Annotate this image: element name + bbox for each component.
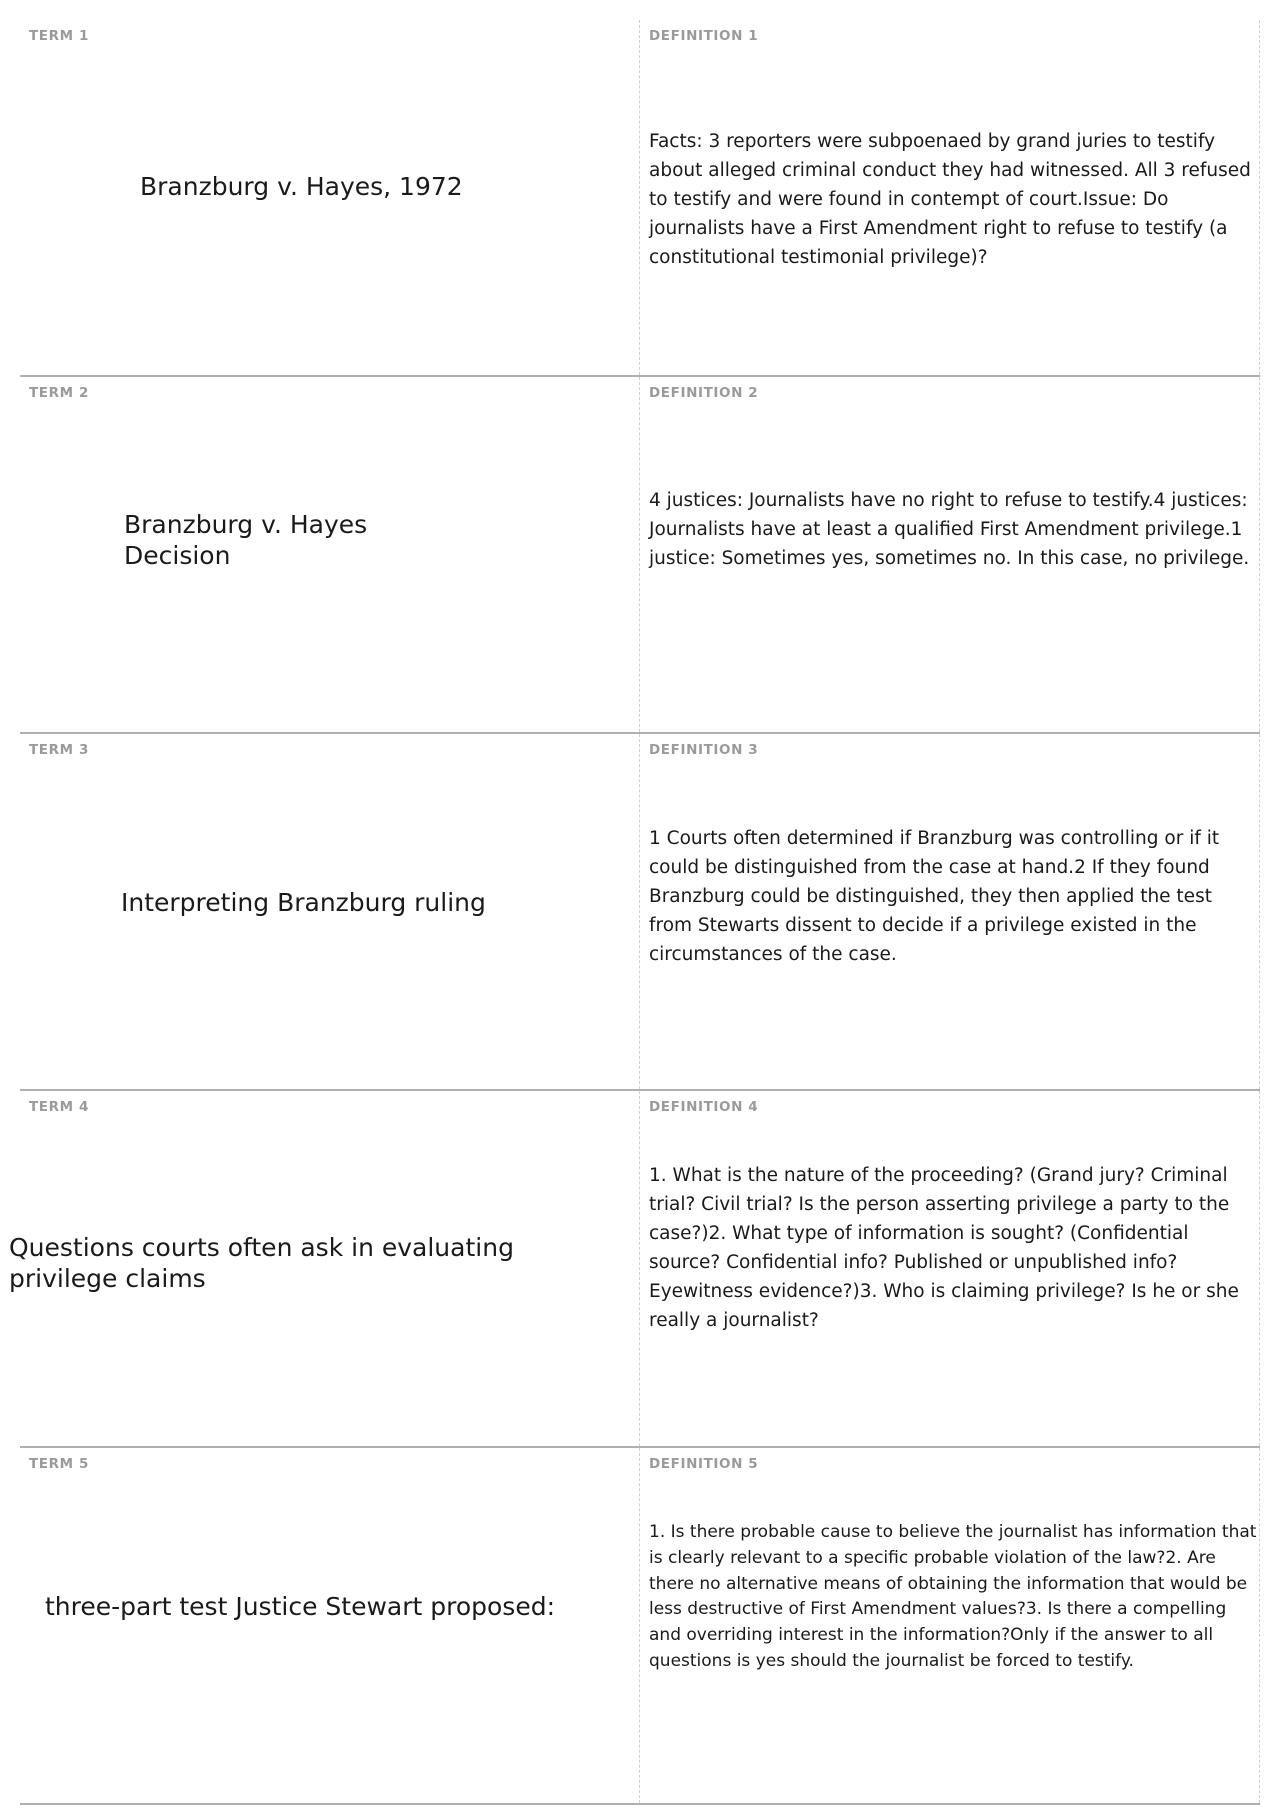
- term-text-3: Interpreting Branzburg ruling: [121, 888, 486, 917]
- term-label: TERM 4: [29, 1099, 89, 1115]
- definition-label: DEFINITION 1: [649, 28, 759, 44]
- term-label: TERM 2: [29, 385, 89, 401]
- term-label: TERM 3: [29, 742, 89, 758]
- definition-label: DEFINITION 5: [649, 1456, 759, 1472]
- term-text-2: Branzburg v. Hayes Decision: [124, 510, 368, 570]
- term-text-4: Questions courts often ask in evaluating privilege claims: [9, 1233, 514, 1293]
- definition-text-2: 4 justices: Journalists have no right to refuse to testify.4 justices: Journalists have at least a qualified First Amendment privilege.1 justice: Sometimes yes, sometimes no. In this case, no privilege.: [649, 490, 1250, 569]
- term-label: TERM 1: [29, 28, 89, 44]
- term-text-5: three-part test Justice Stewart proposed:: [45, 1592, 555, 1621]
- definition-label: DEFINITION 3: [649, 742, 759, 758]
- definition-text-3: 1 Courts often determined if Branzburg was controlling or if it could be distinguished from the case at hand.2 If they found Branzburg could be distinguished, they then applied the test from Stewarts dissent to decide if a privilege existed in the circumstances of the case.: [649, 828, 1220, 965]
- definition-label: DEFINITION 2: [649, 385, 759, 401]
- term-label: TERM 5: [29, 1456, 89, 1472]
- term-cell-5: [20, 1448, 640, 1803]
- definition-text-4: 1. What is the nature of the proceeding? (Grand jury? Criminal trial? Civil trial? Is the person asserting privilege a party to the case?)2. What type of information is sought? (Confidential source? Confidential info? Published or unpublished info? Eyewitness evidence?)3. Who is claiming privilege? Is he or she really a journalist?: [649, 1165, 1239, 1331]
- definition-text-5: 1. Is there probable cause to believe the journalist has information that is clearly relevant to a specific probable violation of the law?2. Are there no alternative means of obtaining the information that would be less destructive of First Amendment values?3. Is there a compelling and overriding interest in the information?Only if the answer to all questions is yes should the journalist be forced to testify.: [649, 1522, 1257, 1671]
- term-text-1: Branzburg v. Hayes, 1972: [140, 172, 463, 201]
- definition-text-1: Facts: 3 reporters were subpoenaed by grand juries to testify about alleged criminal conduct they had witnessed. All 3 refused to testify and were found in contempt of court.Issue: Do journalists have a First Amendment right to refuse to testify (a constitutional testimonial privilege)?: [649, 131, 1251, 268]
- definition-label: DEFINITION 4: [649, 1099, 759, 1115]
